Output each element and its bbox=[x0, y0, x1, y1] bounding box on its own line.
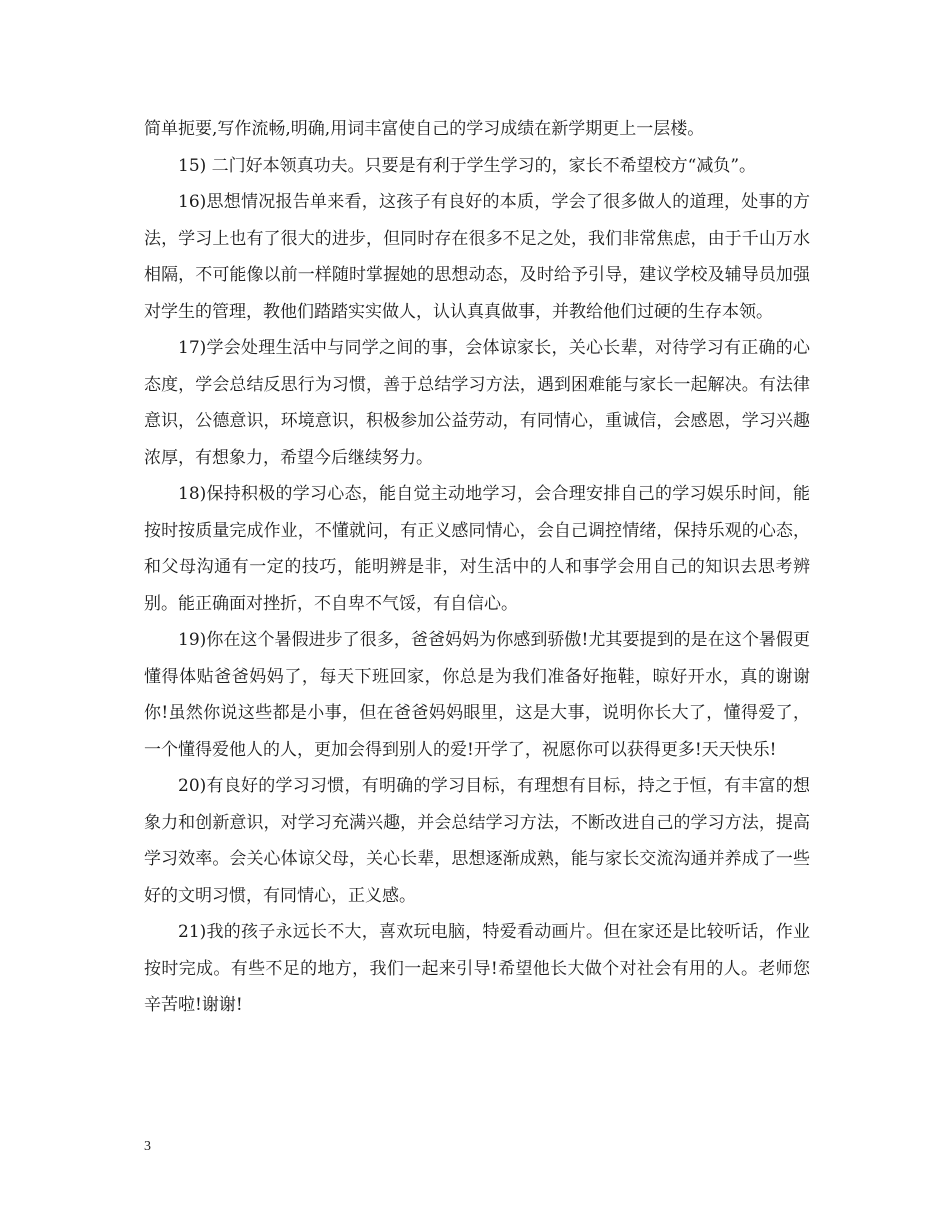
page-number: 3 bbox=[144, 1139, 151, 1154]
paragraph-21: 21)我的孩子永远长不大，喜欢玩电脑，特爱看动画片。但在家还是比较听话，作业按时完成。有些不足的地方，我们一起来引导!希望他长大做个对社会有用的人。老师您辛苦啦!谢谢! bbox=[144, 922, 810, 1015]
paragraph-20: 20)有良好的学习习惯，有明确的学习目标，有理想有目标，持之于恒，有丰富的想象力和创新意识，对学习充满兴趣，并会总结学习方法，不断改进自己的学习方法，提高学习效率。会关心体谅父母，关心长辈，思想逐渐成熟，能与家长交流沟通并养成了一些好的文明习惯，有同情心，正义感。 bbox=[144, 776, 810, 906]
paragraph-18: 18)保持积极的学习心态，能自觉主动地学习，会合理安排自己的学习娱乐时间，能按时按质量完成作业，不懂就问，有正义感同情心，会自己调控情绪，保持乐观的心态，和父母沟通有一定的技巧，能明辨是非，对生活中的人和事学会用自己的知识去思考辨别。能正确面对挫折，不自卑不气馁，有自信心。 bbox=[144, 484, 810, 614]
paragraph-19: 19)你在这个暑假进步了很多，爸爸妈妈为你感到骄傲!尤其要提到的是在这个暑假更懂得体贴爸爸妈妈了，每天下班回家，你总是为我们准备好拖鞋，晾好开水，真的谢谢你!虽然你说这些都是小事，但在爸爸妈妈眼里，这是大事，说明你长大了，懂得爱了，一个懂得爱他人的人，更加会得到别人的爱!开学了，祝愿你可以获得更多!天天快乐! bbox=[144, 630, 810, 760]
paragraph-15: 15) 二门好本领真功夫。只要是有利于学生学习的，家长不希望校方“减负”。 bbox=[178, 155, 757, 176]
document-body bbox=[144, 111, 810, 1024]
paragraph-17: 17)学会处理生活中与同学之间的事，会体谅家长，关心长辈，对待学习有正确的心态度，学会总结反思行为习惯，善于总结学习方法，遇到困难能与家长一起解决。有法律意识，公德意识，环境意识，积极参加公益劳动，有同情心，重诚信，会感恩，学习兴趣浓厚，有想象力，希望今后继续努力。 bbox=[144, 338, 810, 468]
paragraph-16: 16)思想情况报告单来看，这孩子有良好的本质，学会了很多做人的道理，处事的方法，学习上也有了很大的进步，但同时存在很多不足之处，我们非常焦虑，由于千山万水相隔，不可能像以前一样随时掌握她的思想动态，及时给予引导，建议学校及辅导员加强对学生的管理，教他们踏踏实实做人，认认真真做事，并教给他们过硬的生存本领。 bbox=[144, 192, 810, 322]
paragraph-continuation: 简单扼要,写作流畅,明确,用词丰富使自己的学习成绩在新学期更上一层楼。 bbox=[144, 119, 705, 139]
